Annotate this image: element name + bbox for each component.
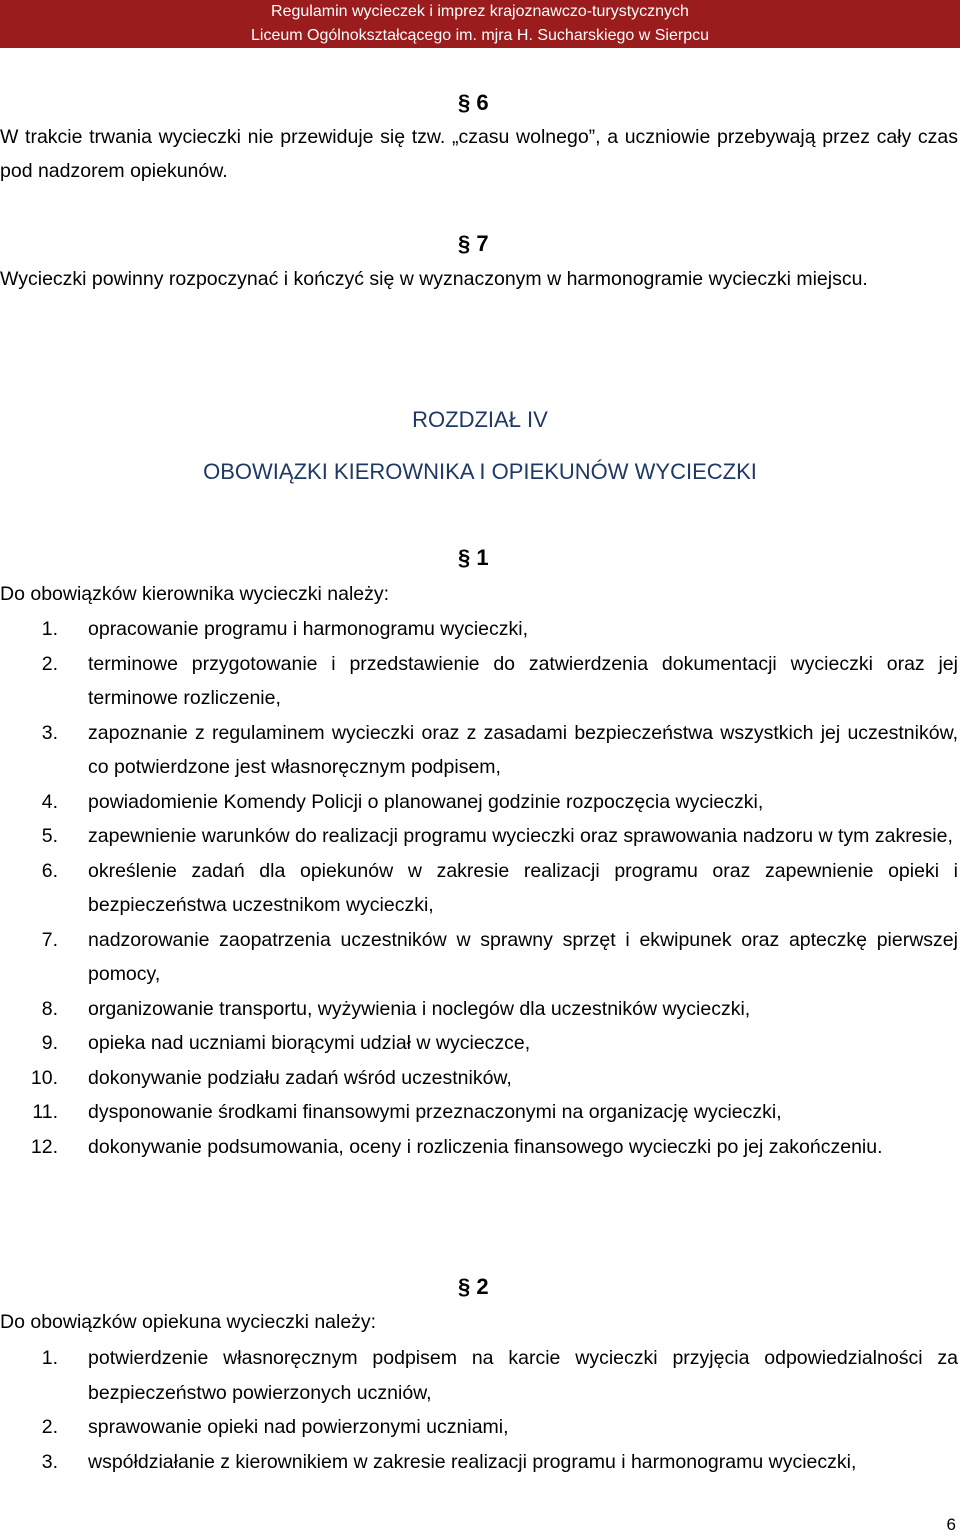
list-item <box>0 716 958 785</box>
list-item <box>0 612 958 647</box>
list-item <box>0 1341 958 1410</box>
list-item-number: 2. <box>41 1416 58 1438</box>
header-school: Liceum Ogólnokształcącego im. mjra H. Sucharskiego w Sierpcu <box>251 27 709 44</box>
list-item-text: dokonywanie podsumowania, oceny i rozliczenia finansowego wycieczki po jej zakończeniu. <box>88 1135 883 1158</box>
list-item-number: 1. <box>41 1347 58 1369</box>
list-item-text: opracowanie programu i harmonogramu wycieczki, <box>88 618 529 640</box>
list-item <box>0 992 958 1027</box>
list-item-text: powiadomienie Komendy Policji o planowanej godzinie rozpoczęcia wycieczki, <box>88 790 764 813</box>
section-sign-6: § 6 <box>458 90 489 115</box>
leader-duties-list <box>0 612 958 1164</box>
list-item-text: określenie zadań dla opiekunów w zakresie realizacji programu oraz zapewnienie opieki i bezpieczeństwa uczestnikom wycieczki, <box>88 859 958 916</box>
list-item-number: 12. <box>30 1135 58 1158</box>
list-item-text: dysponowanie środkami finansowymi przeznaczonymi na organizację wycieczki, <box>88 1101 782 1123</box>
chapter-title: ROZDZIAŁ IV <box>412 407 548 432</box>
list-item-number: 11. <box>32 1101 58 1123</box>
list-item <box>0 854 958 923</box>
list-item <box>0 819 958 854</box>
list-item <box>0 1410 958 1445</box>
section-6-text: W trakcie trwania wycieczki nie przewiduje się tzw. „czasu wolnego”, a uczniowie przebywają przez cały czas pod nadzorem opiekunów. <box>0 126 958 182</box>
list-item-text: zapewnienie warunków do realizacji programu wycieczki oraz sprawowania nadzoru w tym zakresie, <box>88 825 953 847</box>
list-item-number: 6. <box>41 859 58 882</box>
list-item-number: 3. <box>41 721 58 744</box>
list-item-text: dokonywanie podziału zadań wśród uczestników, <box>88 1066 512 1089</box>
list-item-text: terminowe przygotowanie i przedstawienie do zatwierdzenia dokumentacji wycieczki oraz jej terminowe rozliczenie, <box>88 652 958 709</box>
list-item-text: nadzorowanie zaopatrzenia uczestników w sprawny sprzęt i ekwipunek oraz apteczkę pierwszej pomocy, <box>88 928 958 985</box>
list-item-text: zapoznanie z regulaminem wycieczki oraz z zasadami bezpieczeństwa wszystkich jej uczestników, co potwierdzone jest własnoręcznym podpisem, <box>88 721 958 778</box>
list-item-number: 4. <box>41 790 58 813</box>
list-item-number: 1. <box>41 618 58 640</box>
section-7-text: Wycieczki powinny rozpoczynać i kończyć się w wyznaczonym w harmonogramie wycieczki miejscu. <box>0 268 868 290</box>
list-item-text: sprawowanie opieki nad powierzonymi uczniami, <box>88 1416 509 1438</box>
list-item <box>0 923 958 992</box>
list-item <box>0 785 958 820</box>
leader-duties-intro: Do obowiązków kierownika wycieczki należy: <box>0 583 390 605</box>
page-number: 6 <box>946 1515 956 1534</box>
section-sign-7: § 7 <box>458 231 489 256</box>
list-item-text: potwierdzenie własnoręcznym podpisem na karcie wycieczki przyjęcia odpowiedzialności za bezpieczeństwo powierzonych uczniów, <box>88 1347 958 1404</box>
section-sign-2: § 2 <box>458 1274 489 1299</box>
list-item-number: 8. <box>41 997 58 1020</box>
list-item-text: opieka nad uczniami biorącymi udział w wycieczce, <box>88 1032 531 1054</box>
list-item-number: 2. <box>41 652 58 675</box>
list-item-number: 3. <box>41 1450 58 1473</box>
header-title: Regulamin wycieczek i imprez krajoznawczo-turystycznych <box>271 3 689 20</box>
list-item <box>0 1445 958 1480</box>
list-item <box>0 1061 958 1096</box>
guardian-duties-intro: Do obowiązków opiekuna wycieczki należy: <box>0 1311 377 1333</box>
list-item-number: 5. <box>41 825 58 847</box>
list-item <box>0 1095 958 1130</box>
list-item-text: współdziałanie z kierownikiem w zakresie realizacji programu i harmonogramu wycieczki, <box>88 1450 857 1473</box>
section-sign-1: § 1 <box>458 545 489 570</box>
list-item <box>0 1026 958 1061</box>
guardian-duties-list <box>0 1341 958 1479</box>
chapter-subtitle: OBOWIĄZKI KIEROWNIKA I OPIEKUNÓW WYCIECZKI <box>203 459 757 484</box>
document-header <box>0 0 960 48</box>
list-item <box>0 647 958 716</box>
list-item-number: 10. <box>30 1066 58 1089</box>
list-item <box>0 1130 958 1165</box>
list-item-number: 7. <box>41 928 58 951</box>
list-item-number: 9. <box>41 1032 58 1054</box>
list-item-text: organizowanie transportu, wyżywienia i noclegów dla uczestników wycieczki, <box>88 997 751 1020</box>
